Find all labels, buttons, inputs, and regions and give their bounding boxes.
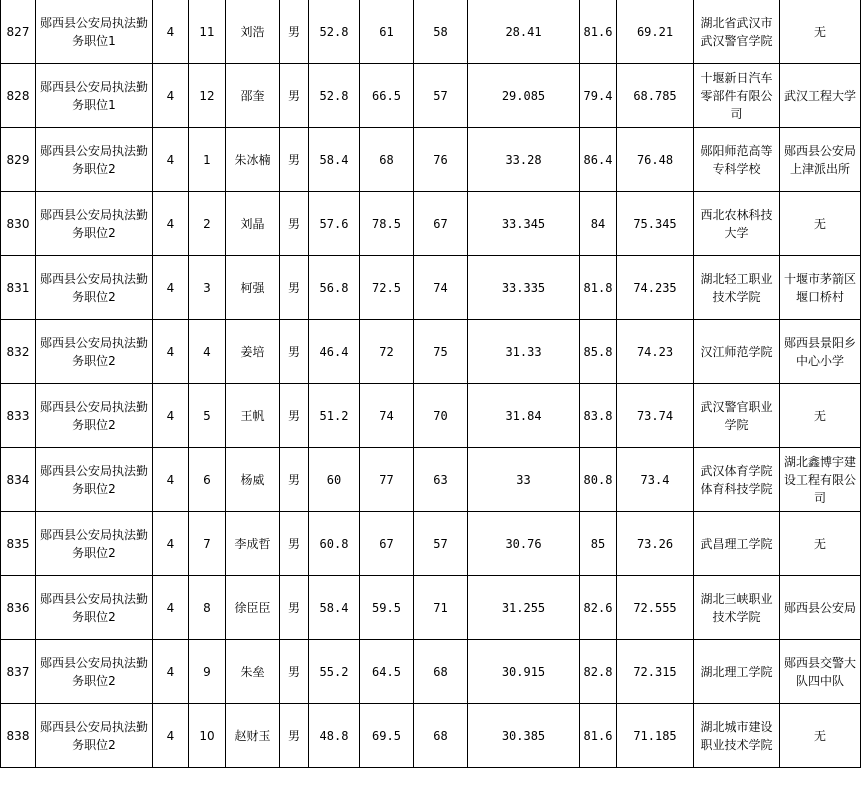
score-1-cell: 58.4 xyxy=(309,128,360,192)
score-3-cell: 57 xyxy=(414,64,468,128)
row-number-cell: 838 xyxy=(1,704,36,768)
score-3-cell: 70 xyxy=(414,384,468,448)
row-number-cell: 832 xyxy=(1,320,36,384)
position-cell: 郧西县公安局执法勤务职位1 xyxy=(36,0,153,64)
score-1-cell: 46.4 xyxy=(309,320,360,384)
interview-score-cell: 81.6 xyxy=(580,704,617,768)
interview-score-cell: 81.6 xyxy=(580,0,617,64)
candidate-name-cell: 徐臣臣 xyxy=(226,576,280,640)
interview-score-cell: 83.8 xyxy=(580,384,617,448)
quota-cell: 4 xyxy=(153,512,189,576)
rank-cell: 2 xyxy=(189,192,226,256)
workplace-cell: 郧西县公安局上津派出所 xyxy=(780,128,861,192)
quota-cell: 4 xyxy=(153,256,189,320)
position-cell: 郧西县公安局执法勤务职位2 xyxy=(36,320,153,384)
total-score-cell: 74.23 xyxy=(617,320,694,384)
position-cell: 郧西县公安局执法勤务职位2 xyxy=(36,448,153,512)
gender-cell: 男 xyxy=(280,256,309,320)
written-score-cell: 31.33 xyxy=(468,320,580,384)
candidate-name-cell: 朱垒 xyxy=(226,640,280,704)
score-1-cell: 52.8 xyxy=(309,0,360,64)
candidate-name-cell: 王帆 xyxy=(226,384,280,448)
score-1-cell: 58.4 xyxy=(309,576,360,640)
table-row xyxy=(1,384,861,448)
rank-cell: 6 xyxy=(189,448,226,512)
workplace-cell: 十堰市茅箭区堰口桥村 xyxy=(780,256,861,320)
rank-cell: 3 xyxy=(189,256,226,320)
school-cell: 湖北城市建设职业技术学院 xyxy=(694,704,780,768)
candidate-name-cell: 杨威 xyxy=(226,448,280,512)
score-2-cell: 66.5 xyxy=(360,64,414,128)
score-3-cell: 63 xyxy=(414,448,468,512)
row-number-cell: 829 xyxy=(1,128,36,192)
score-2-cell: 68 xyxy=(360,128,414,192)
position-cell: 郧西县公安局执法勤务职位2 xyxy=(36,512,153,576)
score-2-cell: 61 xyxy=(360,0,414,64)
rank-cell: 10 xyxy=(189,704,226,768)
quota-cell: 4 xyxy=(153,640,189,704)
score-2-cell: 59.5 xyxy=(360,576,414,640)
score-3-cell: 57 xyxy=(414,512,468,576)
score-2-cell: 77 xyxy=(360,448,414,512)
row-number-cell: 834 xyxy=(1,448,36,512)
table-body xyxy=(1,0,861,768)
workplace-cell: 郧西县景阳乡中心小学 xyxy=(780,320,861,384)
score-1-cell: 60 xyxy=(309,448,360,512)
table-row xyxy=(1,256,861,320)
quota-cell: 4 xyxy=(153,384,189,448)
rank-cell: 7 xyxy=(189,512,226,576)
table-row xyxy=(1,128,861,192)
total-score-cell: 74.235 xyxy=(617,256,694,320)
row-number-cell: 828 xyxy=(1,64,36,128)
gender-cell: 男 xyxy=(280,576,309,640)
table-row xyxy=(1,704,861,768)
position-cell: 郧西县公安局执法勤务职位2 xyxy=(36,192,153,256)
total-score-cell: 73.74 xyxy=(617,384,694,448)
score-2-cell: 72.5 xyxy=(360,256,414,320)
table-row xyxy=(1,64,861,128)
score-3-cell: 71 xyxy=(414,576,468,640)
workplace-cell: 无 xyxy=(780,0,861,64)
gender-cell: 男 xyxy=(280,128,309,192)
gender-cell: 男 xyxy=(280,64,309,128)
interview-score-cell: 84 xyxy=(580,192,617,256)
score-3-cell: 76 xyxy=(414,128,468,192)
score-3-cell: 68 xyxy=(414,640,468,704)
candidate-name-cell: 柯强 xyxy=(226,256,280,320)
workplace-cell: 无 xyxy=(780,704,861,768)
workplace-cell: 湖北鑫博宇建设工程有限公司 xyxy=(780,448,861,512)
position-cell: 郧西县公安局执法勤务职位2 xyxy=(36,576,153,640)
total-score-cell: 72.315 xyxy=(617,640,694,704)
total-score-cell: 76.48 xyxy=(617,128,694,192)
gender-cell: 男 xyxy=(280,384,309,448)
total-score-cell: 72.555 xyxy=(617,576,694,640)
rank-cell: 11 xyxy=(189,0,226,64)
school-cell: 湖北三峡职业技术学院 xyxy=(694,576,780,640)
rank-cell: 4 xyxy=(189,320,226,384)
quota-cell: 4 xyxy=(153,320,189,384)
candidate-name-cell: 邵奎 xyxy=(226,64,280,128)
table-row xyxy=(1,0,861,64)
table-row xyxy=(1,512,861,576)
rank-cell: 1 xyxy=(189,128,226,192)
total-score-cell: 73.4 xyxy=(617,448,694,512)
interview-score-cell: 85 xyxy=(580,512,617,576)
position-cell: 郧西县公安局执法勤务职位1 xyxy=(36,64,153,128)
school-cell: 武汉警官职业学院 xyxy=(694,384,780,448)
written-score-cell: 33.345 xyxy=(468,192,580,256)
quota-cell: 4 xyxy=(153,576,189,640)
interview-score-cell: 80.8 xyxy=(580,448,617,512)
score-2-cell: 74 xyxy=(360,384,414,448)
interview-score-cell: 85.8 xyxy=(580,320,617,384)
written-score-cell: 30.385 xyxy=(468,704,580,768)
written-score-cell: 33 xyxy=(468,448,580,512)
school-cell: 西北农林科技大学 xyxy=(694,192,780,256)
gender-cell: 男 xyxy=(280,0,309,64)
school-cell: 湖北理工学院 xyxy=(694,640,780,704)
total-score-cell: 73.26 xyxy=(617,512,694,576)
candidate-name-cell: 姜培 xyxy=(226,320,280,384)
score-1-cell: 56.8 xyxy=(309,256,360,320)
school-cell: 湖北省武汉市武汉警官学院 xyxy=(694,0,780,64)
candidate-name-cell: 李成哲 xyxy=(226,512,280,576)
school-cell: 郧阳师范高等专科学校 xyxy=(694,128,780,192)
row-number-cell: 837 xyxy=(1,640,36,704)
rank-cell: 8 xyxy=(189,576,226,640)
gender-cell: 男 xyxy=(280,512,309,576)
gender-cell: 男 xyxy=(280,704,309,768)
row-number-cell: 827 xyxy=(1,0,36,64)
candidate-name-cell: 赵财玉 xyxy=(226,704,280,768)
score-2-cell: 72 xyxy=(360,320,414,384)
quota-cell: 4 xyxy=(153,128,189,192)
score-3-cell: 68 xyxy=(414,704,468,768)
score-1-cell: 60.8 xyxy=(309,512,360,576)
workplace-cell: 郧西县交警大队四中队 xyxy=(780,640,861,704)
gender-cell: 男 xyxy=(280,320,309,384)
row-number-cell: 831 xyxy=(1,256,36,320)
score-1-cell: 51.2 xyxy=(309,384,360,448)
rank-cell: 5 xyxy=(189,384,226,448)
score-1-cell: 52.8 xyxy=(309,64,360,128)
score-3-cell: 74 xyxy=(414,256,468,320)
written-score-cell: 30.76 xyxy=(468,512,580,576)
rank-cell: 12 xyxy=(189,64,226,128)
score-3-cell: 67 xyxy=(414,192,468,256)
interview-score-cell: 79.4 xyxy=(580,64,617,128)
position-cell: 郧西县公安局执法勤务职位2 xyxy=(36,128,153,192)
candidate-name-cell: 刘浩 xyxy=(226,0,280,64)
candidate-name-cell: 刘晶 xyxy=(226,192,280,256)
table-row xyxy=(1,192,861,256)
total-score-cell: 75.345 xyxy=(617,192,694,256)
position-cell: 郧西县公安局执法勤务职位2 xyxy=(36,384,153,448)
interview-score-cell: 82.6 xyxy=(580,576,617,640)
school-cell: 武汉体育学院体育科技学院 xyxy=(694,448,780,512)
workplace-cell: 郧西县公安局 xyxy=(780,576,861,640)
quota-cell: 4 xyxy=(153,0,189,64)
score-1-cell: 55.2 xyxy=(309,640,360,704)
school-cell: 湖北轻工职业技术学院 xyxy=(694,256,780,320)
written-score-cell: 28.41 xyxy=(468,0,580,64)
row-number-cell: 836 xyxy=(1,576,36,640)
row-number-cell: 833 xyxy=(1,384,36,448)
total-score-cell: 68.785 xyxy=(617,64,694,128)
total-score-cell: 71.185 xyxy=(617,704,694,768)
table-row xyxy=(1,640,861,704)
total-score-cell: 69.21 xyxy=(617,0,694,64)
table-row xyxy=(1,576,861,640)
gender-cell: 男 xyxy=(280,640,309,704)
table-row xyxy=(1,448,861,512)
quota-cell: 4 xyxy=(153,448,189,512)
school-cell: 汉江师范学院 xyxy=(694,320,780,384)
school-cell: 武昌理工学院 xyxy=(694,512,780,576)
score-3-cell: 58 xyxy=(414,0,468,64)
written-score-cell: 31.84 xyxy=(468,384,580,448)
rank-cell: 9 xyxy=(189,640,226,704)
written-score-cell: 29.085 xyxy=(468,64,580,128)
row-number-cell: 835 xyxy=(1,512,36,576)
quota-cell: 4 xyxy=(153,704,189,768)
quota-cell: 4 xyxy=(153,192,189,256)
score-3-cell: 75 xyxy=(414,320,468,384)
position-cell: 郧西县公安局执法勤务职位2 xyxy=(36,256,153,320)
written-score-cell: 33.28 xyxy=(468,128,580,192)
interview-score-cell: 82.8 xyxy=(580,640,617,704)
quota-cell: 4 xyxy=(153,64,189,128)
workplace-cell: 无 xyxy=(780,512,861,576)
score-2-cell: 78.5 xyxy=(360,192,414,256)
position-cell: 郧西县公安局执法勤务职位2 xyxy=(36,640,153,704)
score-1-cell: 48.8 xyxy=(309,704,360,768)
row-number-cell: 830 xyxy=(1,192,36,256)
score-2-cell: 67 xyxy=(360,512,414,576)
written-score-cell: 31.255 xyxy=(468,576,580,640)
table-row xyxy=(1,320,861,384)
interview-score-cell: 81.8 xyxy=(580,256,617,320)
workplace-cell: 武汉工程大学 xyxy=(780,64,861,128)
written-score-cell: 30.915 xyxy=(468,640,580,704)
score-2-cell: 64.5 xyxy=(360,640,414,704)
school-cell: 十堰新日汽车零部件有限公司 xyxy=(694,64,780,128)
gender-cell: 男 xyxy=(280,192,309,256)
score-1-cell: 57.6 xyxy=(309,192,360,256)
written-score-cell: 33.335 xyxy=(468,256,580,320)
interview-score-cell: 86.4 xyxy=(580,128,617,192)
workplace-cell: 无 xyxy=(780,192,861,256)
score-2-cell: 69.5 xyxy=(360,704,414,768)
workplace-cell: 无 xyxy=(780,384,861,448)
gender-cell: 男 xyxy=(280,448,309,512)
candidate-name-cell: 朱冰楠 xyxy=(226,128,280,192)
position-cell: 郧西县公安局执法勤务职位2 xyxy=(36,704,153,768)
